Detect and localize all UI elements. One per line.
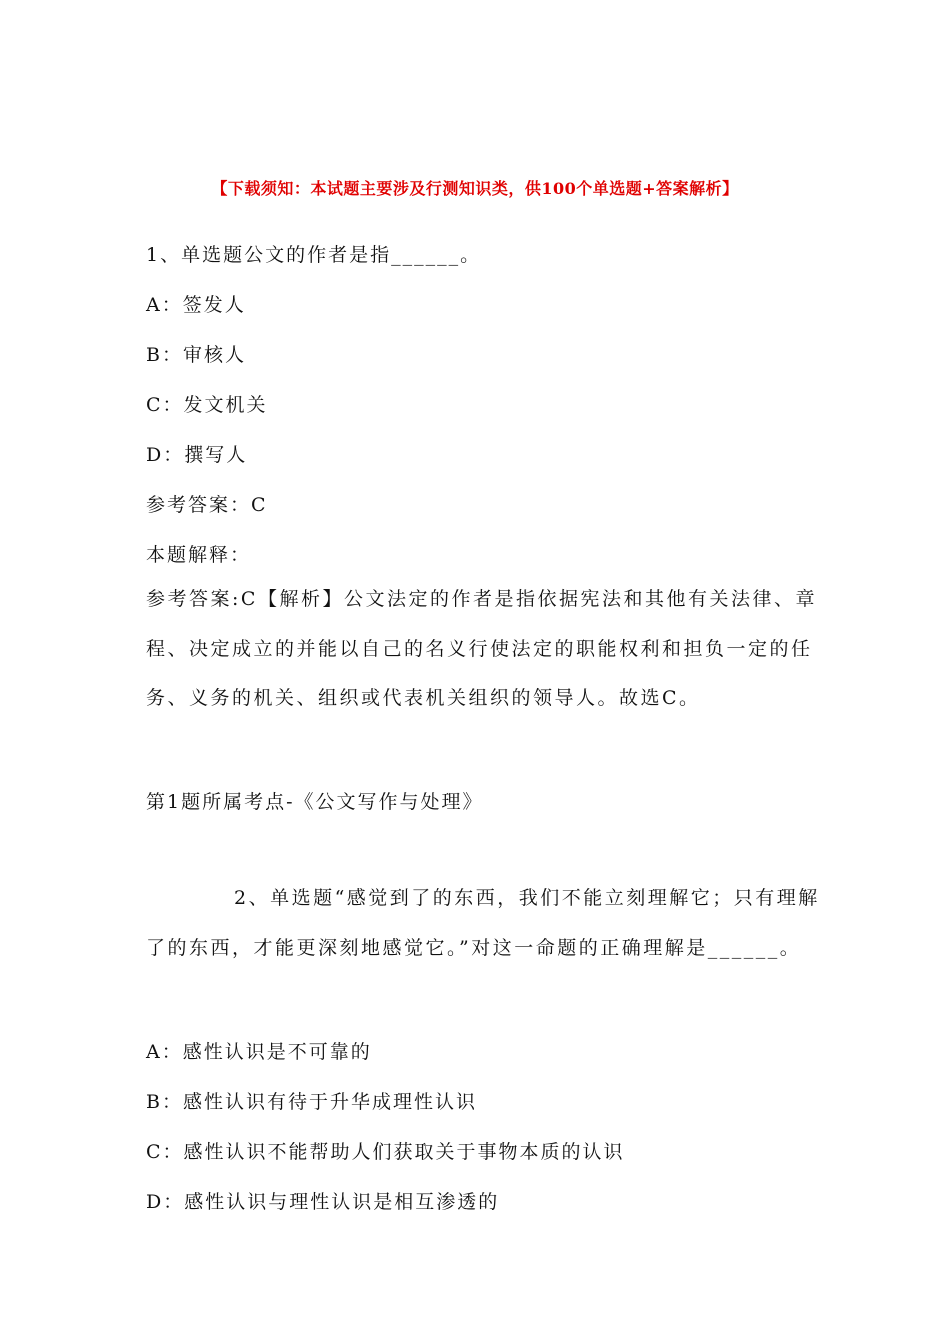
question-1-explain-title: 本题解释： <box>146 544 252 566</box>
question-1-option-b: B：审核人 <box>146 344 246 366</box>
question-1-option-d: D：撰写人 <box>146 444 248 466</box>
question-2-stem: 2、单选题“感觉到了的东西，我们不能立刻理解它；只有理解了的东西，才能更深刻地感觉它。”对这一命题的正确理解是______。 <box>146 887 820 959</box>
question-1-answer: 参考答案：C <box>146 494 268 516</box>
question-2-option-a: A：感性认识是不可靠的 <box>146 1041 372 1063</box>
download-notice: 【下载须知：本试题主要涉及行测知识类，供100个单选题+答案解析】 <box>211 179 739 198</box>
question-2-option-d: D：感性认识与理性认识是相互渗透的 <box>146 1191 500 1213</box>
question-1-topic: 第1题所属考点-《公文写作与处理》 <box>146 791 484 813</box>
question-1-option-c: C：发文机关 <box>146 394 268 416</box>
question-1-option-a: A：签发人 <box>146 294 246 316</box>
question-2-option-b: B：感性认识有待于升华成理性认识 <box>146 1091 477 1113</box>
question-2-option-c: C：感性认识不能帮助人们获取关于事物本质的认识 <box>146 1141 625 1163</box>
question-1-explanation: 参考答案:C【解析】公文法定的作者是指依据宪法和其他有关法律、章程、决定成立的并能以自己的名义行使法定的职能权利和担负一定的任务、义务的机关、组织或代表机关组织的领导人。故选C。 <box>146 588 817 709</box>
question-1-stem: 1、单选题公文的作者是指______。 <box>146 244 482 266</box>
